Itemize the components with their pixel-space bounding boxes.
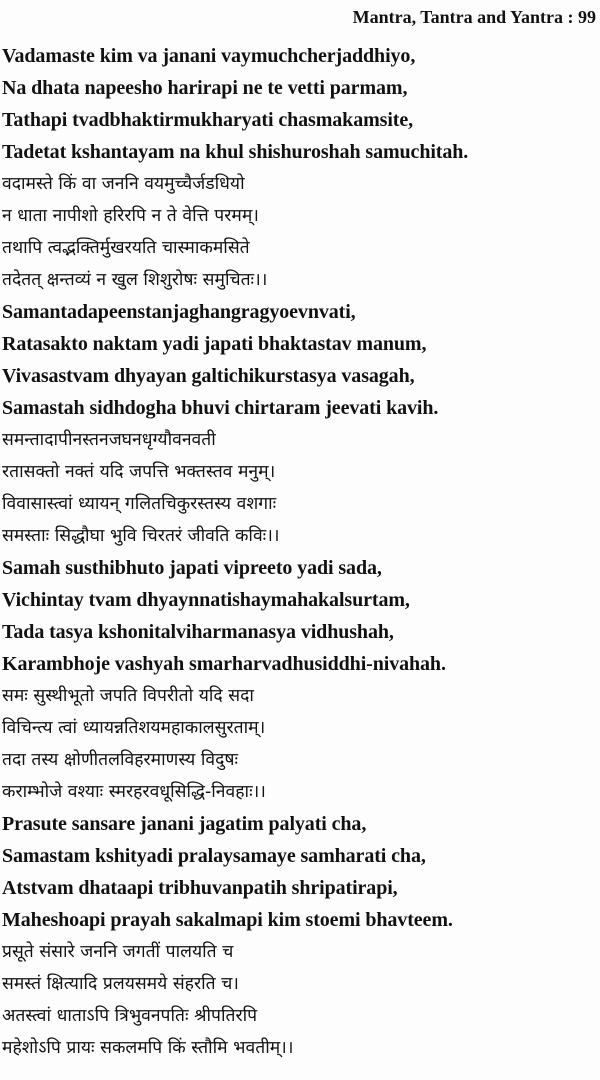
devanagari-line: कराम्भोजे वश्याः स्मरहरवधूसिद्धि-निवहाः।। [2, 782, 266, 802]
transliteration-line: Karambhoje vashyah smarharvadhusiddhi-nivahah. [2, 653, 446, 675]
transliteration-line: Prasute sansare janani jagatim palyati cha, [2, 813, 367, 835]
devanagari-line: समस्ताः सिद्धौघा भुवि चिरतरं जीवति कविः।। [2, 526, 280, 546]
transliteration-line: Samah susthibhuto japati vipreeto yadi sada, [2, 557, 382, 579]
transliteration-line: Maheshoapi prayah sakalmapi kim stoemi bhavteem. [2, 909, 453, 931]
transliteration-line: Samantadapeenstanjaghangragyoevnvati, [2, 301, 356, 323]
transliteration-line: Ratasakto naktam yadi japati bhaktastav manum, [2, 333, 427, 355]
verse-4-transliteration [2, 808, 598, 936]
transliteration-line: Vichintay tvam dhyaynnatishaymahakalsurtam, [2, 589, 410, 611]
devanagari-line: न धाता नापीशो हरिरपि न ते वेत्ति परमम्। [2, 206, 259, 226]
running-header: Mantra, Tantra and Yantra : 99 [352, 7, 596, 27]
verse-3-transliteration [2, 552, 598, 680]
transliteration-line: Samastam kshityadi pralaysamaye samharati cha, [2, 845, 426, 867]
verse-2-devanagari [2, 424, 598, 552]
devanagari-line: समः सुस्थीभूतो जपति विपरीतो यदि सदा [2, 686, 254, 706]
transliteration-line: Vadamaste kim va janani vaymuchcherjaddhiyo, [2, 45, 416, 67]
devanagari-line: महेशोऽपि प्रायः सकलमपि किं स्तौमि भवतीम्।। [2, 1038, 294, 1058]
devanagari-line: तदा तस्य क्षोणीतलविहरमाणस्य विदुषः [2, 750, 239, 770]
devanagari-line: समस्तं क्षित्यादि प्रलयसमये संहरति च। [2, 974, 239, 994]
transliteration-line: Tadetat kshantayam na khul shishuroshah samuchitah. [2, 141, 469, 163]
verse-1-transliteration [2, 40, 598, 168]
transliteration-line: Atstvam dhataapi tribhuvanpatih shripatirapi, [2, 877, 398, 899]
transliteration-line: Vivasastvam dhyayan galtichikurstasya vasagah, [2, 365, 415, 387]
devanagari-line: तथापि त्वद्भक्तिर्मुखरयति चास्माकमसिते [2, 238, 250, 258]
devanagari-line: अतस्त्वां धाताऽपि त्रिभुवनपतिः श्रीपतिरपि [2, 1006, 258, 1026]
devanagari-line: रतासक्तो नक्तं यदि जपत्ति भक्तस्तव मनुम्। [2, 462, 276, 482]
verse-3-devanagari [2, 680, 598, 808]
transliteration-line: Na dhata napeesho harirapi ne te vetti parmam, [2, 77, 408, 99]
devanagari-line: तदेतत् क्षन्तव्यं न खुल शिशुरोषः समुचितः।। [2, 270, 268, 290]
devanagari-line: समन्तादापीनस्तनजघनधृग्यौवनवती [2, 430, 216, 450]
transliteration-line: Samastah sidhdogha bhuvi chirtaram jeevati kavih. [2, 397, 439, 419]
devanagari-line: प्रसूते संसारे जननि जगतीं पालयति च [2, 942, 234, 962]
verse-1-devanagari [2, 168, 598, 296]
verse-2-transliteration [2, 296, 598, 424]
devanagari-line: विवासास्त्वां ध्यायन् गलितचिकुरस्तस्य वशगाः [2, 494, 277, 514]
verse-4-devanagari [2, 936, 598, 1064]
devanagari-line: विचिन्त्य त्वां ध्यायन्नतिशयमहाकालसुरताम्। [2, 718, 266, 738]
devanagari-line: वदामस्ते किं वा जननि वयमुच्चैर्जडधियो [2, 174, 245, 194]
verse-list [2, 40, 598, 1064]
transliteration-line: Tada tasya kshonitalviharmanasya vidhushah, [2, 621, 394, 643]
transliteration-line: Tathapi tvadbhaktirmukharyati chasmakamsite, [2, 109, 414, 131]
